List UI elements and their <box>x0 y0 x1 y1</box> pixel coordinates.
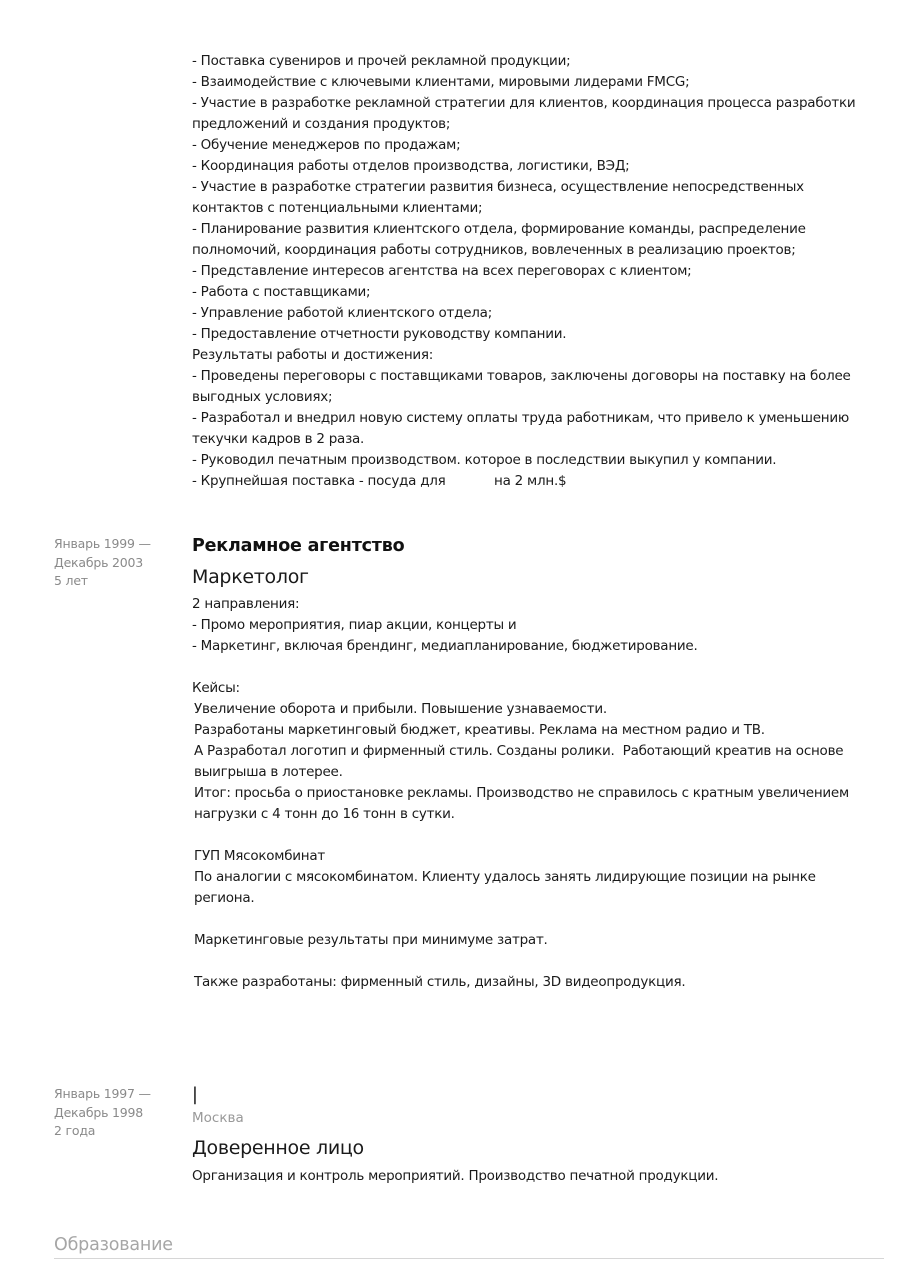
position-title: Маркетолог <box>192 566 309 588</box>
position-title: Доверенное лицо <box>192 1137 364 1159</box>
date-start: Январь 1999 — <box>54 536 151 551</box>
case-client-name: ГУП Мясокомбинат <box>194 848 326 864</box>
duty-line: полномочий, координация работы сотрудников, вовлеченных в реализацию проектов; <box>192 242 796 258</box>
date-end: Декабрь 1998 <box>54 1104 144 1120</box>
case-line: региона. <box>194 890 255 906</box>
job-description: Организация и контроль мероприятий. Производство печатной продукции. <box>192 1168 719 1184</box>
job-description <box>192 594 892 993</box>
job-period <box>54 535 184 591</box>
achievement-line: текучки кадров в 2 раза. <box>192 431 365 447</box>
duty-line: - Планирование развития клиентского отдела, формирование команды, распределение <box>192 221 806 237</box>
section-title-education: Образование <box>54 1234 884 1259</box>
duty-line: - Участие в разработке рекламной стратегии для клиентов, координация процесса разработки <box>192 95 856 111</box>
city: Москва <box>192 1110 244 1126</box>
achievement-line: - Руководил печатным производством. которое в последствии выкупил у компании. <box>192 452 777 468</box>
case-line: Маркетинговые результаты при минимуме затрат. <box>194 932 548 948</box>
cases-label: Кейсы: <box>192 680 240 696</box>
case-block <box>192 699 892 993</box>
previous-job-duties <box>192 51 892 492</box>
achievements-heading: Результаты работы и достижения: <box>192 347 434 363</box>
date-end: Декабрь 2003 <box>54 554 144 570</box>
duty-line: - Предоставление отчетности руководству компании. <box>192 326 567 342</box>
duration: 5 лет <box>54 573 88 588</box>
duration: 2 года <box>54 1123 96 1138</box>
case-line: По аналогии с мясокомбинатом. Клиенту удалось занять лидирующие позиции на рынке <box>194 869 816 885</box>
duty-line: - Управление работой клиентского отдела; <box>192 305 493 321</box>
achievement-line: - Разработал и внедрил новую систему оплаты труда работникам, что привело к уменьшению <box>192 410 849 426</box>
achievement-line: выгодных условиях; <box>192 389 333 405</box>
duty-line: - Представление интересов агентства на всех переговорах с клиентом; <box>192 263 692 279</box>
company-name: | <box>192 1085 198 1105</box>
case-line: нагрузки с 4 тонн до 16 тонн в сутки. <box>194 806 455 822</box>
case-line: выигрыша в лотерее. <box>194 764 343 780</box>
job-details <box>192 533 892 993</box>
job-details <box>192 1085 892 1187</box>
achievement-line: - Крупнейшая поставка - посуда для на 2 млн.$ <box>192 473 567 489</box>
job-period <box>54 1085 184 1141</box>
direction-item: - Маркетинг, включая брендинг, медиапланирование, бюджетирование. <box>192 638 698 654</box>
duty-line: - Поставка сувениров и прочей рекламной продукции; <box>192 53 571 69</box>
date-start: Январь 1997 — <box>54 1086 151 1101</box>
achievement-line: - Проведены переговоры с поставщиками товаров, заключены договоры на поставку на более <box>192 368 851 384</box>
direction-item: - Промо мероприятия, пиар акции, концерты и <box>192 617 517 633</box>
case-line: Итог: просьба о приостановке рекламы. Производство не справилось с кратным увеличением <box>194 785 849 801</box>
duty-line: - Координация работы отделов производства, логистики, ВЭД; <box>192 158 630 174</box>
duty-line: - Взаимодействие с ключевыми клиентами, мировыми лидерами FMCG; <box>192 74 690 90</box>
duty-line: предложений и создания продуктов; <box>192 116 451 132</box>
duty-line: контактов с потенциальными клиентами; <box>192 200 483 216</box>
case-line: Увеличение оборота и прибыли. Повышение узнаваемости. <box>194 701 607 717</box>
also-developed: Также разработаны: фирменный стиль, дизайны, 3D видеопродукция. <box>194 974 686 990</box>
case-line: Разработаны маркетинговый бюджет, креативы. Реклама на местном радио и ТВ. <box>194 722 765 738</box>
duty-line: - Обучение менеджеров по продажам; <box>192 137 461 153</box>
duty-line: - Участие в разработке стратегии развития бизнеса, осуществление непосредственных <box>192 179 804 195</box>
company-name: Рекламное агентство <box>192 536 405 556</box>
duty-line: - Работа с поставщиками; <box>192 284 371 300</box>
directions-intro: 2 направления: <box>192 596 300 612</box>
case-line: А Разработал логотип и фирменный стиль. Созданы ролики. Работающий креатив на основе <box>194 743 844 759</box>
